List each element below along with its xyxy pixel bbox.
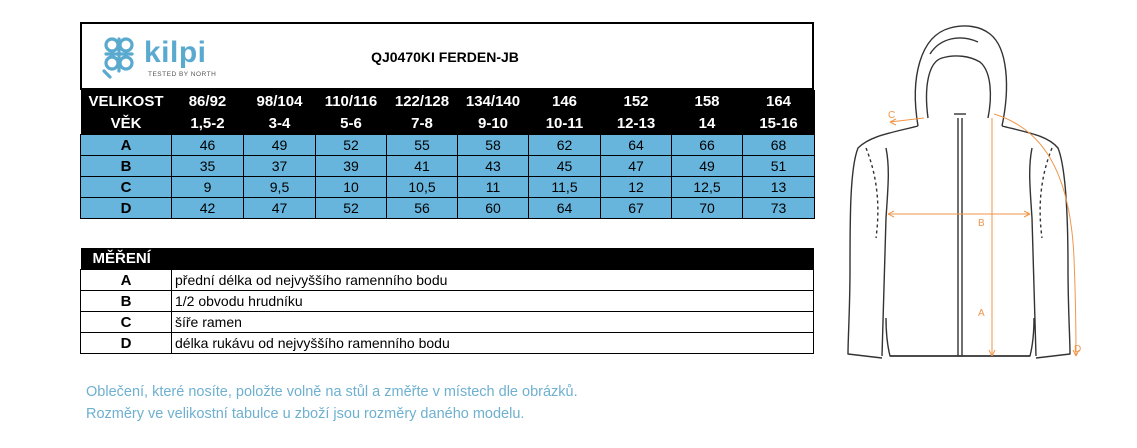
table-cell: 56 [387, 198, 458, 219]
table-cell: 46 [172, 135, 244, 156]
table-cell: 12-13 [601, 112, 672, 135]
table-cell: 10,5 [387, 177, 458, 198]
table-cell: 11 [458, 177, 529, 198]
size-header-row [81, 112, 815, 135]
row-label: VELIKOST [81, 90, 172, 112]
table-cell: 13 [743, 177, 815, 198]
table-cell: 68 [743, 135, 815, 156]
table-cell: 66 [672, 135, 743, 156]
measurement-header-row [81, 248, 814, 270]
table-cell: 49 [672, 156, 743, 177]
measurement-key: A [81, 270, 172, 291]
table-cell: 45 [529, 156, 601, 177]
table-cell: 86/92 [172, 90, 244, 112]
instruction-line: Oblečení, které nosíte, položte volně na stůl a změřte v místech dle obrázků. [86, 384, 578, 400]
table-cell: 98/104 [244, 90, 316, 112]
table-cell: 42 [172, 198, 244, 219]
label-b: B [978, 218, 985, 229]
table-cell: 67 [601, 198, 672, 219]
measurement-description: přední délka od nejvyššího ramenního bodu [172, 270, 814, 291]
table-cell: 134/140 [458, 90, 529, 112]
measurement-row [81, 312, 814, 333]
size-table-row [81, 177, 815, 198]
table-cell: 47 [244, 198, 316, 219]
table-cell: 10-11 [529, 112, 601, 135]
brand-tagline: TESTED BY NORTH [148, 71, 217, 78]
table-cell: 1,5-2 [172, 112, 244, 135]
table-cell: 58 [458, 135, 529, 156]
table-cell: 12,5 [672, 177, 743, 198]
table-cell: 122/128 [387, 90, 458, 112]
table-cell: 158 [672, 90, 743, 112]
table-cell: 51 [743, 156, 815, 177]
measurement-description: šíře ramen [172, 312, 814, 333]
table-cell: 52 [316, 135, 387, 156]
measurement-description: 1/2 obvodu hrudníku [172, 291, 814, 312]
table-cell: 70 [672, 198, 743, 219]
table-cell: 9-10 [458, 112, 529, 135]
measurement-row [81, 291, 814, 312]
label-c: C [888, 110, 896, 121]
table-cell: 35 [172, 156, 244, 177]
table-cell: 15-16 [743, 112, 815, 135]
table-cell: 7-8 [387, 112, 458, 135]
size-table-row [81, 135, 815, 156]
table-cell: 49 [244, 135, 316, 156]
table-cell: 43 [458, 156, 529, 177]
table-cell: 60 [458, 198, 529, 219]
table-cell: 62 [529, 135, 601, 156]
table-cell: 12 [601, 177, 672, 198]
label-a: A [978, 308, 985, 319]
table-cell: 73 [743, 198, 815, 219]
table-cell: 52 [316, 198, 387, 219]
size-header-row [81, 90, 815, 112]
table-cell: 146 [529, 90, 601, 112]
row-label: C [81, 177, 172, 198]
table-cell: 39 [316, 156, 387, 177]
row-label: D [81, 198, 172, 219]
measurement-title: MĚŘENÍ [81, 248, 814, 270]
jacket-diagram [830, 18, 1130, 438]
brand-wordmark: kilpi [144, 36, 207, 69]
size-table-row [81, 156, 815, 177]
row-label: VĚK [81, 112, 172, 135]
table-cell: 9 [172, 177, 244, 198]
table-cell: 11,5 [529, 177, 601, 198]
instruction-line: Rozměry ve velikostní tabulce u zboží jsou rozměry daného modelu. [86, 406, 525, 422]
table-cell: 152 [601, 90, 672, 112]
table-cell: 64 [601, 135, 672, 156]
table-cell: 37 [244, 156, 316, 177]
kilpi-knot-icon [96, 33, 142, 79]
table-cell: 164 [743, 90, 815, 112]
row-label: B [81, 156, 172, 177]
table-cell: 10 [316, 177, 387, 198]
table-cell: 9,5 [244, 177, 316, 198]
measurement-description: délka rukávu od nejvyššího ramenního bodu [172, 333, 814, 354]
table-cell: 14 [672, 112, 743, 135]
table-cell: 41 [387, 156, 458, 177]
measurement-row [81, 333, 814, 354]
table-cell: 5-6 [316, 112, 387, 135]
label-d: D [1074, 344, 1082, 355]
table-cell: 64 [529, 198, 601, 219]
size-table-row [81, 198, 815, 219]
row-label: A [81, 135, 172, 156]
measurement-row [81, 270, 814, 291]
instructions [86, 381, 578, 425]
table-cell: 110/116 [316, 90, 387, 112]
kilpi-logo [96, 33, 226, 83]
table-cell: 55 [387, 135, 458, 156]
measurement-key: C [81, 312, 172, 333]
measurement-table [80, 248, 814, 354]
model-title: QJ0470KI FERDEN-JB [371, 49, 519, 65]
size-table [80, 90, 815, 219]
measurement-key: D [81, 333, 172, 354]
table-cell: 3-4 [244, 112, 316, 135]
table-cell: 47 [601, 156, 672, 177]
measurement-key: B [81, 291, 172, 312]
